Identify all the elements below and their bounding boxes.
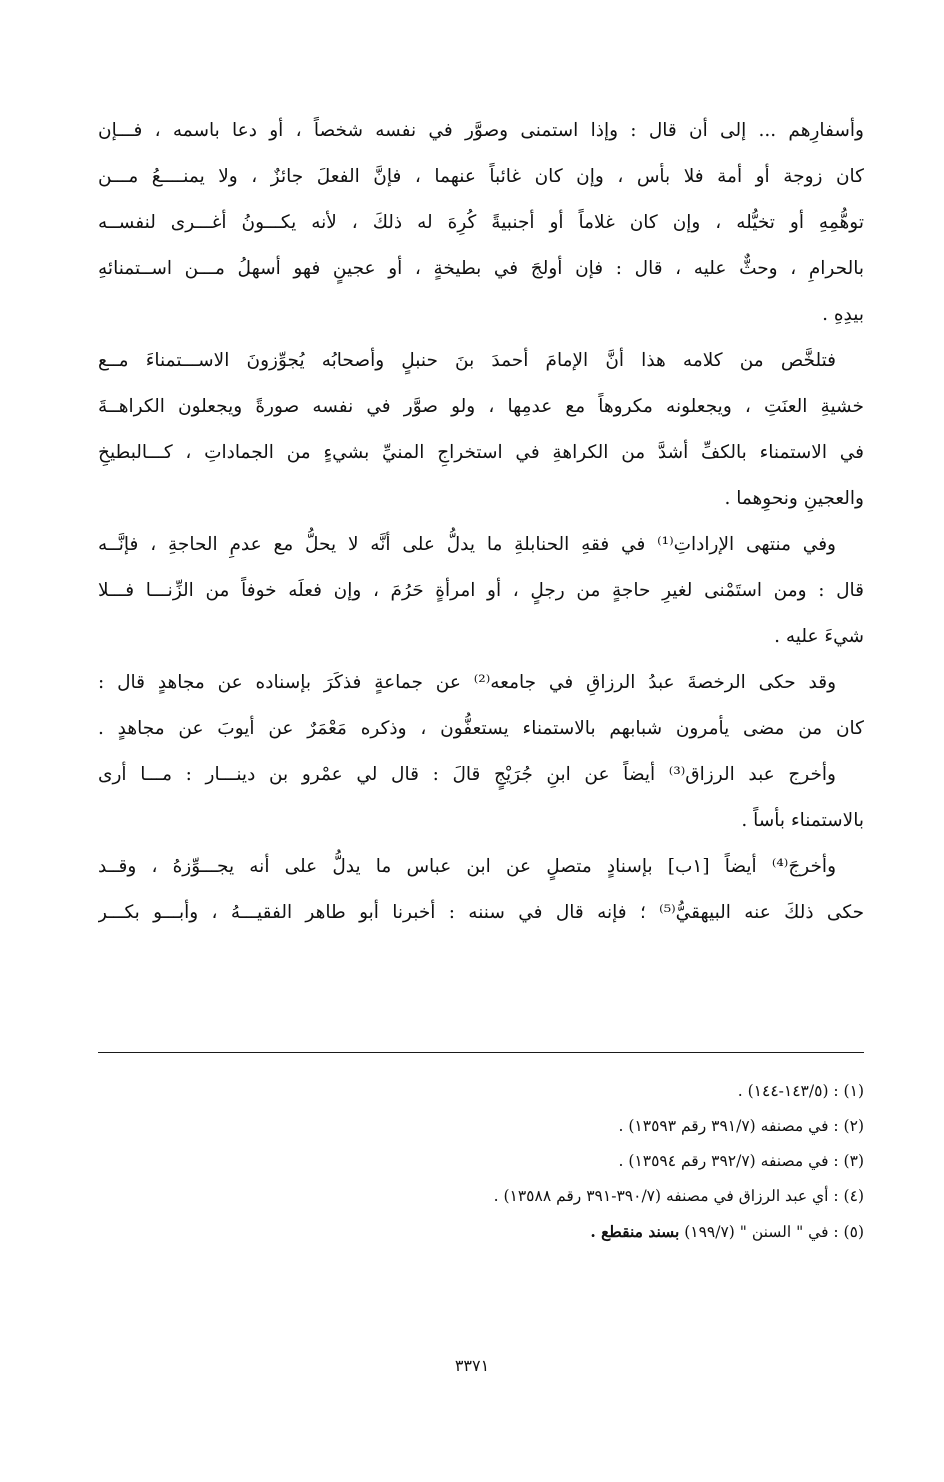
footnote: [98, 1074, 864, 1109]
main-text: [98, 108, 864, 936]
text-line: بالحرامِ ، وحثٌّ عليه ، قال : فإن أولجَ في بطيخةٍ ، أو عجينٍ فهو أسهلُ مـــن اســتمنائهِ: [98, 258, 864, 279]
footnote: [98, 1144, 864, 1179]
footnote-text: (٥) : في " السنن " (١٩٩/٧): [679, 1223, 864, 1241]
text-line: والعجينِ ونحوِهما .: [724, 488, 864, 509]
text-line: توهُّمِهِ أو تخيُّله ، وإن كان غلاماً أو أجنبيةً كُرِهَ له ذلكَ ، لأنه يكـــونُ أغـــرى لنفســه: [98, 212, 864, 233]
text-line: بالاستمناء بأساً .: [741, 810, 864, 831]
text-line: خشيةِ العنَتِ ، ويجعلونه مكروهاً مع عدمِها ، ولو صوَّر في نفسه صورةً ويجعلون الكراهــةَ: [98, 396, 864, 417]
footnote-text: (٣) : في مصنفه (٣٩٢/٧ رقم ١٣٥٩٤) .: [618, 1152, 864, 1170]
text-line: حكى ذلكَ عنه البيهقيُّ⁽⁵⁾ ؛ فإنه قال في سننه : أخبرنا أبو طاهر الفقيـــهُ ، وأبـــو بكـــر: [98, 902, 864, 923]
text-line: قال : ومن استَمْنى لغيرِ حاجةٍ من رجلٍ ، أو امرأةٍ حَرُمَ ، وإن فعلَه خوفاً من الزِّنـــا فـــلا: [98, 580, 864, 601]
footnote-bold-text: بسند منقطع .: [590, 1222, 680, 1241]
footnote-text: (١) : (١٤٣/٥-١٤٤) .: [737, 1082, 864, 1100]
text-line: كان زوجة أو أمة فلا بأس ، وإن كان غائباً عنهما ، فإنَّ الفعلَ جائزٌ ، ولا يمنــــعُ مـــن: [98, 166, 864, 187]
text-line: وأخرج عبد الرزاق⁽³⁾ أيضاً عن ابنِ جُرَيْجٍ قالَ : قال لي عمْرو بن دينـــار : مـــا أرى: [98, 764, 836, 785]
text-line: في الاستمناء بالكفِّ أشدَّ من الكراهةِ في استخراجِ المنيِّ بشيءٍ من الجماداتِ ، كـــالبطيخِ: [98, 442, 864, 463]
text-line: وأسفارِهم ... إلى أن قال : وإذا استمنى وصوَّر في نفسه شخصاً ، أو دعا باسمه ، فـــإن: [98, 120, 864, 141]
text-line: وأخرجَ⁽⁴⁾ أيضاً [١ب] بإسنادٍ متصلٍ عن ابن عباس ما يدلُّ على أنه يجـــوِّزهُ ، وقــد: [98, 856, 836, 877]
text-line: كان من مضى يأمرون شبابهم بالاستمناء يستعفُّون ، وذكره مَعْمَرٌ عن أيوبَ عن مجاهدٍ .: [98, 718, 864, 739]
text-line: بيدِهِ .: [822, 304, 864, 325]
footnote: [98, 1214, 864, 1249]
footnote-text: (٢) : في مصنفه (٣٩١/٧ رقم ١٣٥٩٣) .: [618, 1117, 864, 1135]
footnote: [98, 1109, 864, 1144]
footnotes: [98, 1074, 864, 1249]
text-line: وقد حكى الرخصةَ عبدُ الرزاقِ في جامعه⁽²⁾ عن جماعةٍ فذكَرَ بإسناده عن مجاهدٍ قال :: [98, 672, 837, 693]
footnote-divider: [98, 1052, 864, 1053]
footnote-text: (٤) : أي عبد الرزاق في مصنفه (٣٩٠/٧-٣٩١ رقم ١٣٥٨٨) .: [493, 1187, 864, 1205]
text-line: وفي منتهى الإراداتِ⁽¹⁾ في فقهِ الحنابلةِ ما يدلُّ على أنَّه لا يحلُّ مع عدمِ الحاجةِ ، فإنَّــه: [98, 534, 836, 555]
text-line: فتلخَّص من كلامه هذا أنَّ الإمامَ أحمدَ بنَ حنبلٍ وأصحابُه يُجوِّزونَ الاســـتمناءَ مــع: [98, 350, 836, 371]
text-line: شيءَ عليه .: [774, 626, 864, 647]
page-number: ٣٣٧١: [454, 1356, 490, 1375]
footnote: [98, 1179, 864, 1214]
